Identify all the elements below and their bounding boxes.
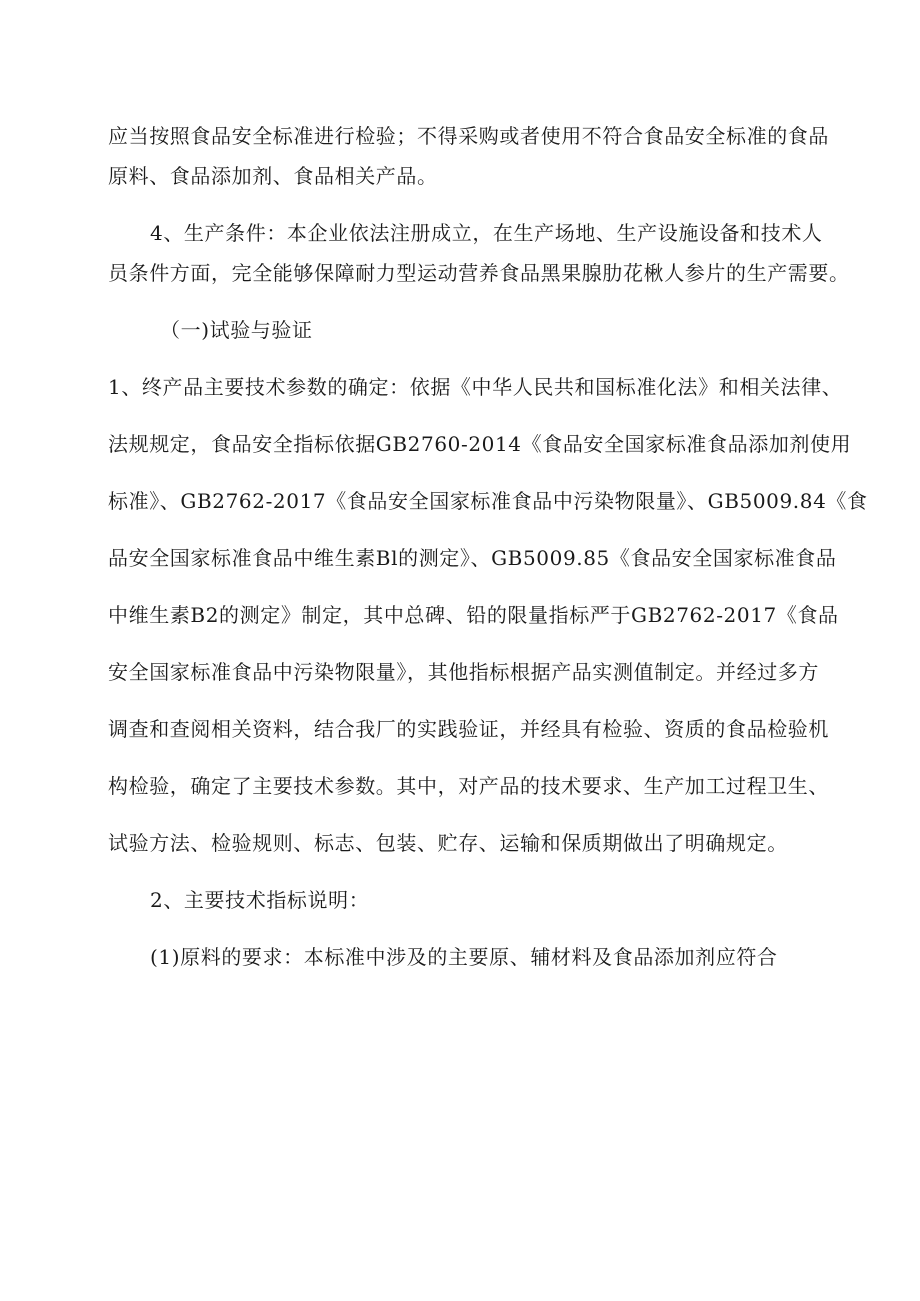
text-line: 应当按照食品安全标准进行检验；不得采购或者使用不符合食品安全标准的食品: [108, 124, 829, 148]
document-body: [108, 116, 868, 977]
text-line: 标准》、GB2762-2017《食品安全国家标准食品中污染物限量》、GB5009.84《食: [108, 489, 868, 513]
text-line: 员条件方面，完全能够保障耐力型运动营养食品黑果腺肋花楸人参片的生产需要。: [108, 261, 850, 285]
text-line: (1)原料的要求：本标准中涉及的主要原、辅材料及食品添加剂应符合: [150, 945, 778, 969]
text-line: 2、主要技术指标说明：: [150, 888, 370, 912]
text-line: 品安全国家标准食品中维生素Bl的测定》、GB5009.85《食品安全国家标准食品: [108, 546, 837, 570]
text-line: 中维生素B2的测定》制定，其中总碑、铅的限量指标严于GB2762-2017《食品: [108, 603, 839, 627]
text-line: 构检验，确定了主要技术参数。其中，对产品的技术要求、生产加工过程卫生、: [108, 774, 829, 798]
section-heading: （一)试验与验证: [160, 318, 313, 342]
text-line: 原料、食品添加剂、食品相关产品。: [108, 164, 438, 188]
text-line: 法规规定，食品安全指标依据GB2760-2014《食品安全国家标准食品添加剂使用: [108, 432, 852, 456]
text-line: 试验方法、检验规则、标志、包装、贮存、运输和保质期做出了明确规定。: [108, 831, 788, 855]
text-line: 安全国家标准食品中污染物限量》，其他指标根据产品实测值制定。并经过多方: [108, 660, 819, 684]
text-line: 4、生产条件：本企业依法注册成立，在生产场地、生产设施设备和技术人: [150, 221, 823, 245]
text-line: 调查和查阅相关资料，结合我厂的实践验证，并经具有检验、资质的食品检验机: [108, 717, 829, 741]
text-line: 1、终产品主要技术参数的确定：依据《中华人民共和国标准化法》和相关法律、: [108, 375, 843, 399]
